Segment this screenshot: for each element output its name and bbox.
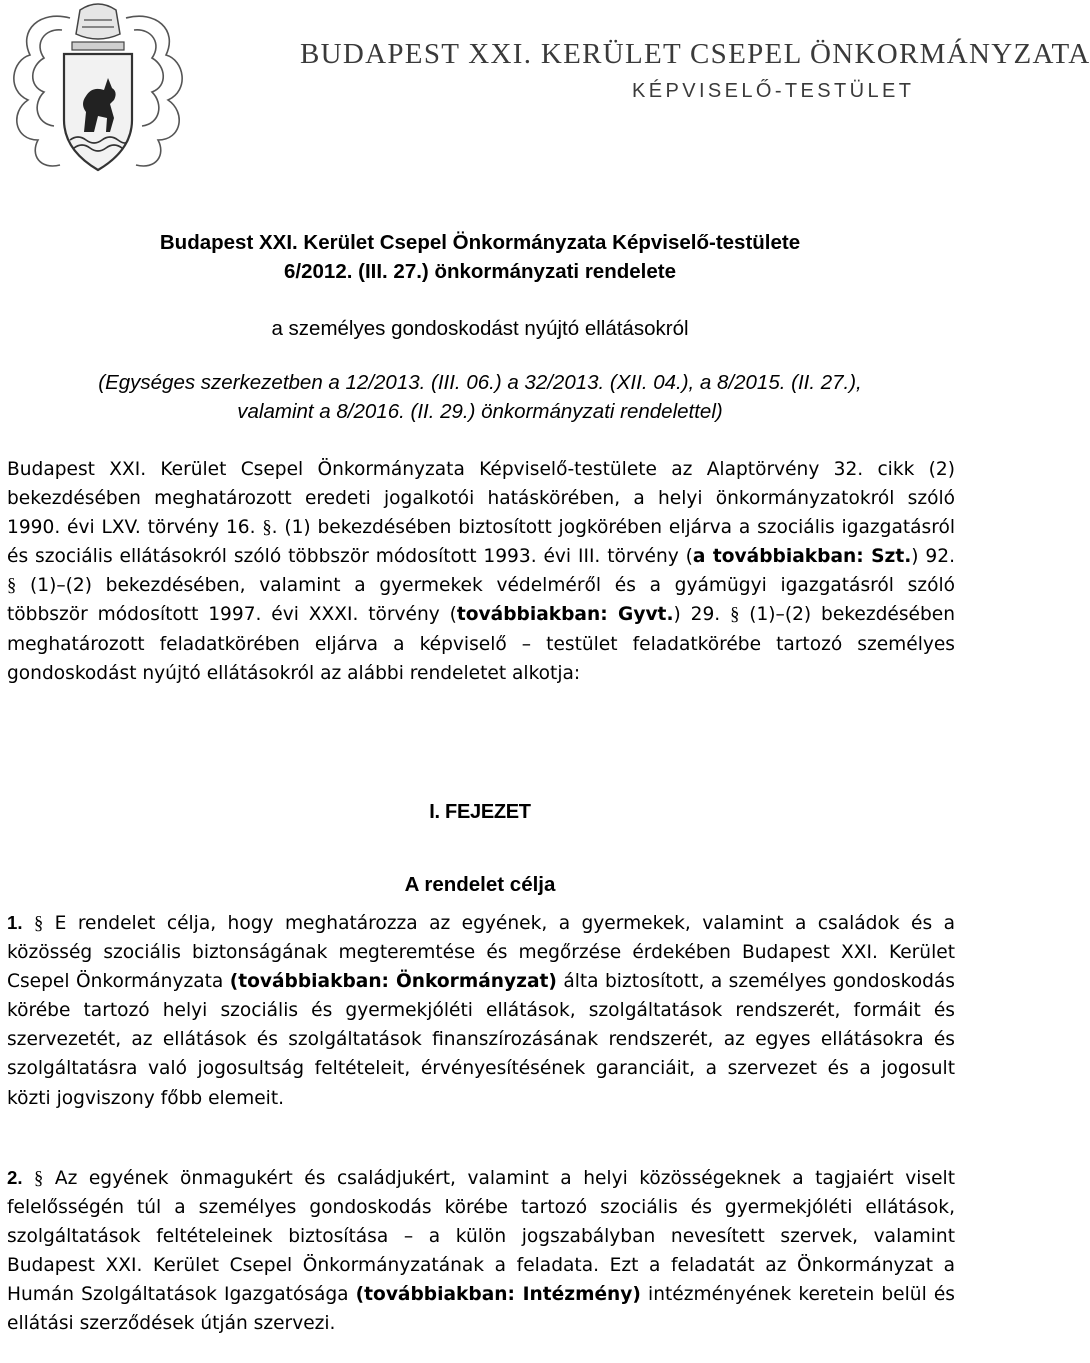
preamble-text: ) 92. [911, 546, 955, 568]
amendment-note [0, 368, 960, 426]
section-sign: § [34, 1168, 44, 1189]
section-sign: § [730, 604, 740, 626]
section-1-paragraph [7, 908, 955, 1113]
document-subject: a személyes gondoskodást nyújtó ellátásokról [271, 317, 689, 340]
section-text: intézményének keretein belül és ellátási szerződések útján szervezi. [7, 1284, 955, 1335]
section-number: 2. [7, 1167, 23, 1188]
section-sign: § [33, 913, 44, 934]
preamble-text: (1)–(2) bekezdésében, valamint a gyermekek védelméről és a gyámügyi igazgatásról szóló többször módosított 1997. évi XXXI. törvény ( [7, 575, 955, 626]
preamble-text: (1)–(2) bekezdésében meghatározott feladatkörében eljárva a képviselő – testület feladatkörébe tartozó személyes gondoskodást nyújtó ellátásokról az alábbi rendeletet alkotja: [7, 604, 955, 684]
section-2-paragraph [7, 1163, 955, 1339]
section-text: E rendelet célja, hogy meghatározza az egyének, a gyermekek, valamint a családok és a közösség szociális biztonságának megteremtése és megőrzése érdekében Budapest XXI. Kerület Csepel Önkormányzata [7, 913, 955, 993]
section-text: álta biztosított, a személyes gondoskodás körébe tartozó helyi szociális és gyermekjóléti ellátások, szolgáltatások rendszerét, formáit és szervezetét, az ellátások és szolgáltatások finanszírozásának rendszerét, az egyes ellátásokra és szolgáltatásra való jogosultság feltételeit, érvényesítésének garanciáit, a szervezet és a jogosult közti jogviszony főbb elemeit. [7, 971, 955, 1109]
section-text: Az egyének önmagukért és családjukért, valamint a helyi közösségeknek a tagjaiért viselt felelősségén túl a személyes gondoskodás körébe tartozó szociális és gyermekjóléti ellátások, szolgáltatások feltételeinek biztosítása – a külön jogszabályban nevesített szervek, valamint Budapest XXI. Kerület Csepel Önkormányzatának a feladata. Ezt a feladatát az Önkormányzat a Humán Szolgáltatások Igazgatósága [7, 1168, 955, 1306]
title-line-2: 6/2012. (III. 27.) önkormányzati rendelete [284, 260, 676, 283]
amendment-line-1: (Egységes szerkezetben a 12/2013. (III. 06.) a 32/2013. (XII. 04.), a 8/2015. (II. 27.), [98, 371, 862, 394]
preamble-paragraph [7, 455, 955, 688]
preamble-text: Budapest XXI. Kerület Csepel Önkormányzata Képviselő-testülete az Alaptörvény 32. cikk (2) bekezdésében meghatározott eredeti jogalkotói hatáskörében, a helyi önkormányzatokról szóló 1990. évi LXV. törvény 16. [7, 459, 955, 539]
title-line-1: Budapest XXI. Kerület Csepel Önkormányzata Képviselő-testülete [159, 231, 801, 254]
amendment-line-2: valamint a 8/2016. (II. 29.) önkormányzati rendelettel) [237, 400, 723, 423]
abbreviation-onkormanyzat: (továbbiakban: Önkormányzat) [229, 971, 557, 993]
section-sign: § [7, 575, 17, 597]
chapter-label: I. FEJEZET [429, 801, 531, 823]
preamble-text: . (1) bekezdésében biztosított jogkörében eljárva a szociális igazgatásról és szociális ellátásokról szóló többször módosított 1993. évi III. törvény ( [7, 517, 955, 568]
preamble-text: ) 29. [673, 604, 731, 626]
abbreviation-gyvt: továbbiakban: Gyvt. [456, 604, 674, 626]
org-name: BUDAPEST XXI. KERÜLET CSEPEL ÖNKORMÁNYZATA [300, 38, 1090, 70]
coat-of-arms-icon [0, 0, 196, 190]
org-body-name: KÉPVISELŐ-TESTÜLET [632, 80, 915, 102]
section-number: 1. [7, 912, 23, 933]
abbreviation-intezmeny: (továbbiakban: Intézmény) [355, 1284, 641, 1306]
abbreviation-szt: a továbbiakban: Szt. [692, 546, 912, 568]
document-title [0, 228, 960, 286]
chapter-title: A rendelet célja [404, 873, 556, 896]
section-sign: § [262, 517, 272, 539]
